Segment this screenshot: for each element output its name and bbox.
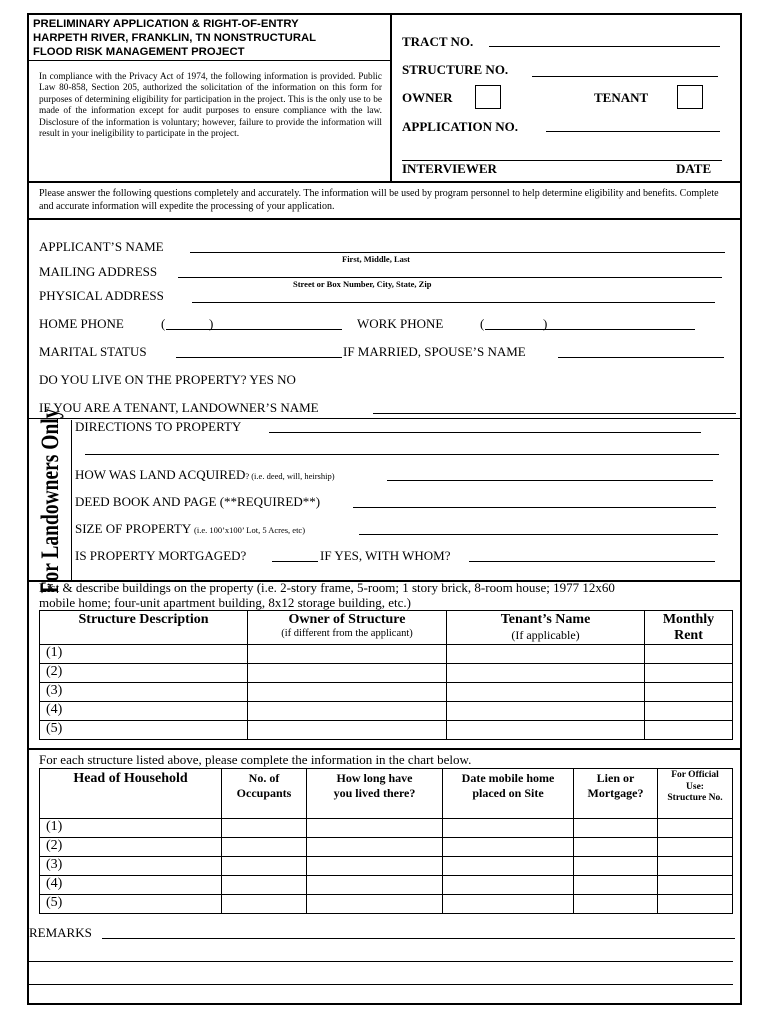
head-of-household-header: Head of Household — [40, 769, 222, 819]
mobile-home-date-header — [443, 769, 574, 819]
household-row-cell[interactable] — [658, 876, 733, 895]
mailing-address-hint: Street or Box Number, City, State, Zip — [293, 279, 432, 289]
land-acquired-hint: ? (i.e. deed, will, heirship) — [245, 471, 335, 481]
owner-of-structure-header — [248, 611, 447, 645]
household-row-cell[interactable] — [658, 857, 733, 876]
structure-row-cell[interactable] — [447, 683, 645, 702]
applicant-name-field[interactable] — [190, 252, 725, 253]
household-row-cell[interactable] — [658, 819, 733, 838]
structure-row — [40, 664, 733, 683]
household-row-number: (3) — [40, 857, 222, 876]
work-phone-label: WORK PHONE — [357, 316, 444, 331]
spouse-name-label: IF MARRIED, SPOUSE’S NAME — [343, 344, 526, 359]
tenant-name-title: Tenant’s Name — [500, 612, 591, 627]
property-size-text: SIZE OF PROPERTY — [75, 521, 191, 536]
mortgaged-field[interactable] — [272, 561, 318, 562]
header-bottom-border — [29, 181, 740, 183]
household-row-number: (5) — [40, 895, 222, 914]
mobile-home-date-header-line-1: Date mobile home — [461, 771, 555, 785]
deed-book-field[interactable] — [353, 507, 716, 508]
household-row-cell[interactable] — [443, 876, 574, 895]
directions-field-2[interactable] — [85, 454, 719, 455]
remarks-field-3[interactable] — [29, 984, 733, 985]
household-row-cell[interactable] — [658, 838, 733, 857]
form-title — [33, 17, 316, 59]
monthly-rent-title: Monthly — [662, 612, 715, 627]
instructions-text: Please answer the following questions completely and accurately. The information will be used by program personnel to help determine eligibility and benefits. Complete and accurate information will expedite the processing of your application. — [39, 188, 719, 212]
interviewer-label: INTERVIEWER — [402, 161, 497, 176]
physical-address-field[interactable] — [192, 302, 715, 303]
structure-row — [40, 721, 733, 740]
structure-row — [40, 683, 733, 702]
household-row-cell[interactable] — [443, 895, 574, 914]
household-row-cell[interactable] — [222, 876, 307, 895]
structure-row-cell[interactable] — [645, 664, 733, 683]
official-use-header: For Official Use: Structure No. — [658, 769, 733, 819]
structure-row — [40, 702, 733, 721]
owner-of-structure-subtitle: (if different from the applicant) — [281, 628, 413, 639]
application-form — [27, 13, 742, 1005]
buildings-instructions-line-2: mobile home; four-unit apartment building, 8x12 storage building, etc.) — [39, 594, 411, 610]
land-acquired-text: HOW WAS LAND ACQUIRED — [75, 467, 246, 482]
privacy-notice: In compliance with the Privacy Act of 1974, the following information is provided. Public Law 80-858, Section 205, authorized the solicitation of the information on this form for purposes of determining eligibility for participation in the project. This is the only use to be made of the information except for audit purposes to ensure compliance with the law. Disclosure of the information is voluntary; however, failure to provide the information will result in your ineligibility to participate in the project. — [39, 72, 382, 140]
occupants-header-line-2: Occupants — [236, 786, 292, 800]
marital-status-label: MARITAL STATUS — [39, 344, 147, 359]
buildings-instructions — [39, 581, 615, 610]
property-size-hint: (i.e. 100’x100’ Lot, 5 Acres, etc) — [194, 525, 306, 535]
household-table — [39, 768, 733, 914]
tract-no-field[interactable] — [489, 46, 720, 47]
physical-address-label: PHYSICAL ADDRESS — [39, 288, 164, 303]
tenant-name-subtitle: (If applicable) — [511, 628, 580, 642]
applicant-name-label: APPLICANT’S NAME — [39, 239, 164, 254]
structure-row-cell[interactable] — [447, 645, 645, 664]
header-vertical-divider — [390, 15, 392, 183]
marital-status-field[interactable] — [176, 357, 342, 358]
household-row-cell[interactable] — [307, 838, 443, 857]
title-line-2: HARPETH RIVER, FRANKLIN, TN NONSTRUCTURAL — [33, 32, 317, 44]
live-on-property-question: DO YOU LIVE ON THE PROPERTY? YES NO — [39, 372, 296, 387]
structure-no-label: STRUCTURE NO. — [402, 62, 509, 77]
structure-row-cell[interactable] — [645, 721, 733, 740]
application-no-field[interactable] — [546, 131, 720, 132]
how-long-header-line-1: How long have — [336, 771, 413, 785]
household-instructions: For each structure listed above, please complete the information in the chart below. — [39, 752, 472, 767]
structure-row-cell[interactable] — [645, 683, 733, 702]
structure-row-cell[interactable] — [248, 702, 447, 721]
household-row-cell[interactable] — [658, 895, 733, 914]
landowner-name-label: IF YOU ARE A TENANT, LANDOWNER’S NAME — [39, 400, 319, 415]
landowner-name-field[interactable] — [373, 413, 736, 414]
structure-row-cell[interactable] — [447, 664, 645, 683]
occupants-header-line-1: No. of — [248, 771, 280, 785]
structure-row-cell[interactable] — [248, 645, 447, 664]
deed-book-label: DEED BOOK AND PAGE (**REQUIRED**) — [75, 494, 321, 509]
household-header-row — [40, 769, 733, 819]
title-line-1: PRELIMINARY APPLICATION & RIGHT-OF-ENTRY — [33, 18, 299, 30]
household-row-number: (4) — [40, 876, 222, 895]
structure-no-field[interactable] — [532, 76, 718, 77]
structure-row-cell[interactable] — [447, 721, 645, 740]
household-row-cell[interactable] — [443, 857, 574, 876]
household-row — [40, 857, 733, 876]
structure-row-cell[interactable] — [645, 702, 733, 721]
tenant-name-header — [447, 611, 645, 645]
structure-row-cell[interactable] — [447, 702, 645, 721]
remarks-field-1[interactable] — [102, 938, 735, 939]
work-phone-paren-close: ) — [543, 316, 548, 331]
structure-row-number: (1) — [40, 645, 248, 664]
mortgaged-label: IS PROPERTY MORTGAGED? — [75, 548, 247, 563]
remarks-label: REMARKS — [29, 925, 92, 940]
date-label: DATE — [676, 161, 712, 176]
structures-table — [39, 610, 733, 740]
monthly-rent-header — [645, 611, 733, 645]
household-row-cell[interactable] — [222, 857, 307, 876]
household-row — [40, 895, 733, 914]
owner-checkbox[interactable] — [475, 85, 501, 109]
structure-row-cell[interactable] — [645, 645, 733, 664]
application-no-label: APPLICATION NO. — [402, 119, 519, 134]
spouse-name-field[interactable] — [558, 357, 724, 358]
owner-of-structure-title: Owner of Structure — [288, 612, 406, 627]
landowners-only-sidebar — [31, 408, 72, 594]
lien-mortgage-header — [574, 769, 658, 819]
title-line-3: FLOOD RISK MANAGEMENT PROJECT — [33, 46, 245, 58]
structure-row-number: (4) — [40, 702, 248, 721]
tenant-checkbox[interactable] — [677, 85, 703, 109]
household-row — [40, 819, 733, 838]
mortgage-with-whom-label: IF YES, WITH WHOM? — [320, 548, 451, 563]
instructions-bottom-border — [29, 218, 740, 220]
home-phone-label: HOME PHONE — [39, 316, 124, 331]
household-row — [40, 876, 733, 895]
structure-row-cell[interactable] — [248, 721, 447, 740]
property-size-field[interactable] — [359, 534, 718, 535]
land-acquired-label — [75, 467, 335, 483]
directions-label: DIRECTIONS TO PROPERTY — [75, 419, 242, 434]
work-phone-paren-open: ( — [480, 316, 485, 331]
structure-row-cell[interactable] — [248, 664, 447, 683]
household-row-cell[interactable] — [574, 819, 658, 838]
household-row-cell[interactable] — [443, 819, 574, 838]
title-divider — [29, 60, 390, 61]
occupants-header — [222, 769, 307, 819]
structures-header-row — [40, 611, 733, 645]
household-row — [40, 838, 733, 857]
property-size-label — [75, 521, 305, 537]
landowners-only-label: For Landowners Only — [37, 408, 64, 594]
household-row-cell[interactable] — [574, 876, 658, 895]
household-row-cell[interactable] — [222, 895, 307, 914]
how-long-header — [307, 769, 443, 819]
household-row-cell[interactable] — [574, 895, 658, 914]
household-row-cell[interactable] — [307, 895, 443, 914]
lien-mortgage-header-line-2: Mortgage? — [587, 786, 644, 800]
household-row-cell[interactable] — [222, 819, 307, 838]
remarks-field-2[interactable] — [29, 961, 733, 962]
mailing-address-label: MAILING ADDRESS — [39, 264, 158, 279]
household-row-cell[interactable] — [307, 876, 443, 895]
work-phone-field[interactable] — [485, 329, 695, 330]
structure-description-header — [40, 611, 248, 645]
owner-label: OWNER — [402, 90, 453, 105]
buildings-bottom-border — [29, 748, 740, 750]
household-row-number: (1) — [40, 819, 222, 838]
tract-no-label: TRACT NO. — [402, 34, 474, 49]
structure-description-title: Structure Description — [78, 612, 209, 627]
structure-row-number: (3) — [40, 683, 248, 702]
household-row-cell[interactable] — [307, 819, 443, 838]
household-row-number: (2) — [40, 838, 222, 857]
structure-row-number: (2) — [40, 664, 248, 683]
mobile-home-date-header-line-2: placed on Site — [472, 786, 544, 800]
home-phone-paren-open: ( — [161, 316, 166, 331]
household-row-cell[interactable] — [307, 857, 443, 876]
structure-row — [40, 645, 733, 664]
how-long-header-line-2: you lived there? — [333, 786, 416, 800]
home-phone-field[interactable] — [166, 329, 342, 330]
structure-row-number: (5) — [40, 721, 248, 740]
monthly-rent-subtitle: Rent — [674, 628, 703, 643]
mortgage-with-whom-field[interactable] — [469, 561, 715, 562]
buildings-instructions-line-1: List & describe buildings on the property (i.e. 2-story frame, 5-room; 1 story brick, 8-room house; 1977 12x60 — [39, 580, 615, 595]
household-row-cell[interactable] — [574, 857, 658, 876]
land-acquired-field[interactable] — [387, 480, 713, 481]
household-row-cell[interactable] — [443, 838, 574, 857]
household-row-cell[interactable] — [574, 838, 658, 857]
directions-field-1[interactable] — [269, 432, 701, 433]
structure-row-cell[interactable] — [248, 683, 447, 702]
name-hint: First, Middle, Last — [342, 254, 410, 264]
tenant-label: TENANT — [594, 90, 649, 105]
mailing-address-field[interactable] — [178, 277, 722, 278]
home-phone-paren-close: ) — [209, 316, 214, 331]
household-row-cell[interactable] — [222, 838, 307, 857]
lien-mortgage-header-line-1: Lien or — [596, 771, 635, 785]
